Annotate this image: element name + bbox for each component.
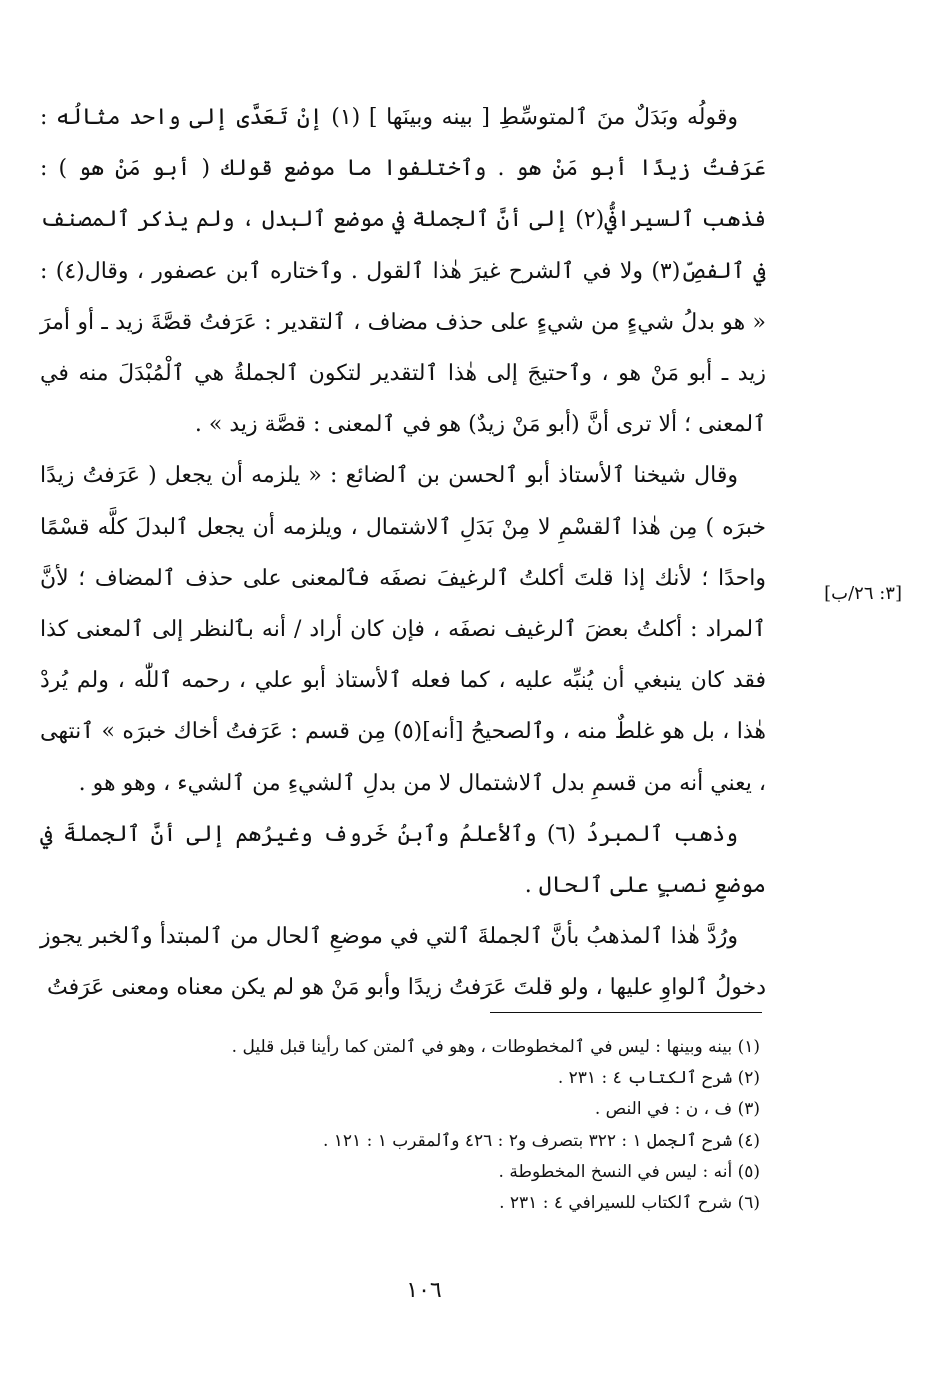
footnote-4: (٤) شرح ٱلجمل ١ : ٣٢٢ بتصرف و٢ : ٤٢٦ وٱلمقرب ١ : ١٢١ .: [322, 1130, 760, 1151]
footnote-1: (١) بينه وبينها : ليس في ٱلمخطوطات ، وهو في ٱلمتن كما رأينا قبل قليل .: [231, 1037, 760, 1057]
footnote-5: (٥) أنه : ليس في النسخ المخطوطة .: [498, 1161, 760, 1182]
main-text: [40, 92, 766, 1014]
paragraph-4: ورُدَّ هٰذا ٱلمذهبُ بأنَّ ٱلجملةَ ٱلتي في موضعِ ٱلحال من ٱلمبتدأ وٱلخبر يجوز دخولُ ٱلواوِ عليها ، ولو قلتَ عَرَفتُ زيدًا وأبو مَنْ هو لم يكن معناه ومعنى عَرَفتُ: [40, 924, 766, 1001]
paragraph-1: وقولُه وبَدَلٌ منَ ٱلمتوسِّطِ [ بينه وبينَها ] (١) إنْ تَعَدَّى إلى واحد مثالُه : عَرَفتُ زيدًا أبو مَنْ هو . وٱختلفوا ما موضع قولك ( أبو مَنْ هو ) : فذهب ٱلسيرافيُّ(٢) إلى أنَّ ٱلجملة في موضع ٱلبدل ، ولم يذكر ٱلمصنف في ٱلفصِّ(٣) ولا في ٱلشرح غيرَ هٰذا ٱلقول . وٱختاره ٱبن عصفور ، وقال(٤) : « هو بدلُ شيءٍ من شيءٍ على حذف مضاف ، ٱلتقدير : عَرَفتُ قصَّةَ زيد ـ أو أمرَ زيد ـ أبو مَنْ هو ، وٱحتيجَ إلى هٰذا ٱلتقدير لتكون ٱلجملةُ هي ٱلْمُبْدَلَ منه في ٱلمعنى ؛ ألا ترى أنَّ (أبو مَنْ زيدٌ) هو في ٱلمعنى : قصَّة زيد » .: [40, 105, 767, 438]
manuscript-folio-reference: [٣: ٢٦/ب]: [824, 583, 902, 604]
footnote-6: (٦) شرح ٱلكتاب للسيرافي ٤ : ٢٣١ .: [499, 1193, 760, 1214]
footnotes: [160, 1032, 760, 1219]
paragraph-2: وقال شيخنا ٱلأستاذ أبو ٱلحسن بن ٱلضائع : « يلزمه أن يجعل ( عَرَفتُ زيدًا خبرَه ) مِن هٰذا ٱلقسْمِ لا مِنْ بَدَلِ ٱلاشتمال ، ويلزمه أن يجعل ٱلبدلَ كلَّه قسْمًا واحدًا ؛ لأنك إذا قلتَ أكلتُ ٱلرغيفَ نصفَه فٱلمعنى على حذف ٱلمضاف ؛ لأنَّ ٱلمراد : أكلتُ بعضَ ٱلرغيف نصفَه ، فإن كان أراد / أنه بٱلنظر إلى ٱلمعنى كذا فقد كان ينبغي أن يُنبِّه عليه ، كما فعله ٱلأستاذ أبو علي ، رحمه ٱللّٰه ، ولم يُردْ هٰذا ، بل هو غلطٌ منه ، وٱلصحيحُ [أنه](٥) مِن قسم : عَرَفتُ أخاك خبرَه » ٱنتهى ، يعني أنه من قسمِ بدل ٱلاشتمال لا من بدلِ ٱلشيءِ من ٱلشيء ، وهو هو .: [40, 463, 766, 796]
footnote-divider: [490, 1012, 762, 1013]
footnote-3: (٣) ف ، ن : في النص .: [594, 1099, 760, 1120]
page-number: ١٠٦: [406, 1278, 442, 1303]
paragraph-3: وذهب ٱلمبردُ (٦) وٱلأعلمُ وٱبنُ خَروف وغيرُهم إلى أنَّ ٱلجملةَ في موضعِ نصبٍ على ٱلحال .: [40, 821, 766, 899]
footnote-2: (٢) شرح ٱلكتاب ٤ : ٢٣١ .: [557, 1068, 760, 1089]
